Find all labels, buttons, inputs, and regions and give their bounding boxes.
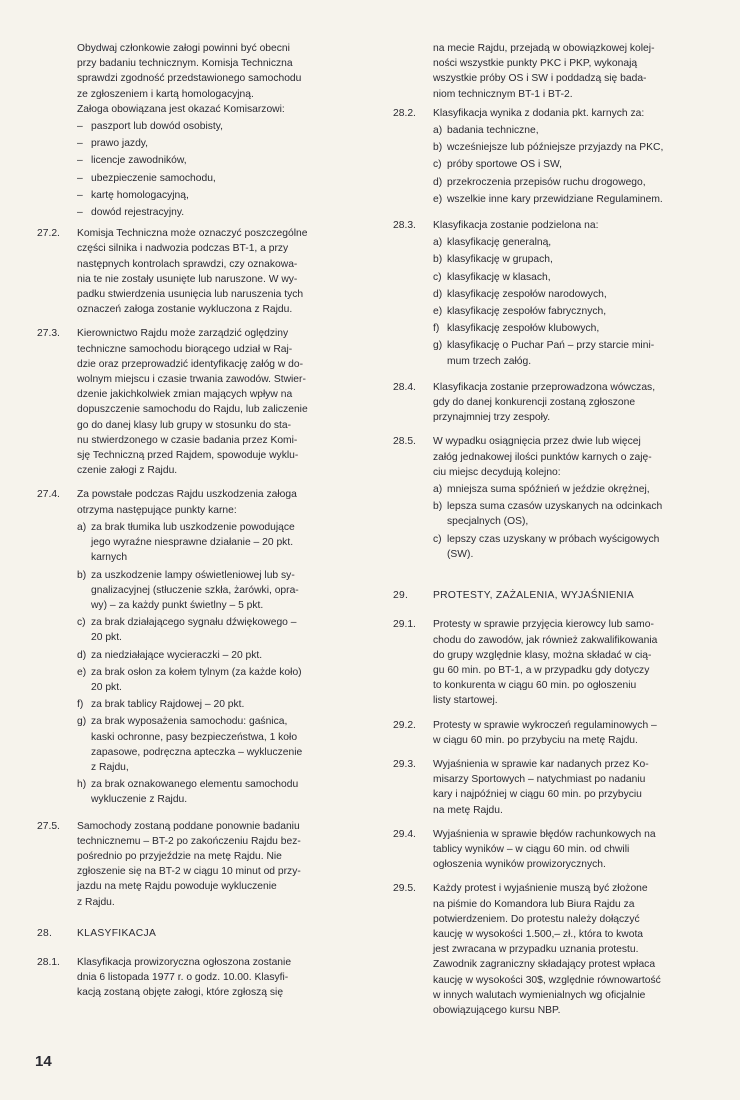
section-27-2 — [37, 226, 359, 317]
item-text: dowód rejestracyjny. — [91, 207, 185, 219]
text-line: nu stwierdzonego w czasie badania przez Komi- — [77, 434, 298, 446]
text-line: oznaczeń załoga zostanie wykluczona z Rajdu. — [77, 304, 293, 316]
item-text — [447, 157, 709, 172]
item-text — [91, 777, 359, 807]
text-line: obowiązującego kursu NBP. — [433, 1004, 561, 1016]
list-item — [77, 119, 359, 134]
item-text — [447, 338, 709, 368]
document-list — [77, 119, 359, 220]
text-line: chodu do zawodów, jak również zakwalifikowania — [433, 634, 658, 646]
text-line: mum trzech załóg. — [447, 355, 532, 367]
text-line: kaucję w wysokości 1.500,– zł., która to kwota — [433, 928, 644, 940]
item-text — [447, 321, 709, 336]
text-line: pośrednio po przyjeździe na metę Rajdu. Nie — [77, 850, 282, 862]
list-item — [433, 157, 709, 172]
text-line: klasyfikację zespołów klubowych, — [447, 323, 600, 335]
text-line: Wyjaśnienia w sprawie błędów rachunkowych na — [433, 828, 656, 840]
dash-bullet: – — [77, 189, 83, 201]
list-item — [77, 136, 359, 151]
section-body — [433, 106, 709, 209]
text-line: W wypadku osiągnięcia przez dwie lub więcej — [433, 436, 641, 448]
section-29-4 — [393, 827, 709, 873]
section-number: 28.4. — [393, 381, 416, 393]
item-text — [447, 532, 709, 562]
text-line: klasyfikację w klasach, — [447, 271, 551, 283]
text-line: specjalnych (OS), — [447, 516, 529, 528]
text-line: Zawodnik zagraniczny składający protest wpłaca — [433, 959, 656, 971]
list-item — [433, 482, 709, 497]
item-letter: b) — [433, 142, 443, 154]
text-line: zapasowe, podręczna apteczka – wykluczenie — [91, 746, 303, 758]
list-item — [433, 140, 709, 155]
text-line: przekroczenia przepisów ruchu drogowego, — [447, 176, 646, 188]
item-text — [447, 482, 709, 497]
item-text — [447, 304, 709, 319]
section-body — [433, 617, 709, 708]
section-number: 29.4. — [393, 828, 416, 840]
dash-bullet: – — [77, 172, 83, 184]
text-line: wszelkie inne kary przewidziane Regulaminem. — [447, 193, 663, 205]
dash-bullet: – — [77, 121, 83, 133]
text-line: ogłoszenia wyników prowizorycznych. — [433, 859, 606, 871]
item-text: prawo jazdy, — [91, 138, 149, 150]
text-line: wykluczenie z Rajdu. — [91, 794, 188, 806]
text-line: gdy do danej konkurencji zostaną zgłoszone — [433, 397, 636, 409]
text-line: dnia 6 listopada 1977 r. o godz. 10.00. Klasyfi- — [77, 972, 289, 984]
section-body — [433, 881, 709, 1018]
text-line: karnych — [91, 552, 128, 564]
text-line: gu 60 min. po BT-1, a w przypadku gdy dotyczy — [433, 664, 650, 676]
item-text — [91, 615, 359, 645]
page-number: 14 — [35, 1053, 52, 1070]
section-heading-28 — [37, 926, 359, 941]
section-body — [77, 955, 359, 1001]
item-letter: d) — [77, 649, 87, 661]
text-line: nia te nie zostały usunięte lub naruszone. W wy- — [77, 273, 298, 285]
text-line: Klasyfikacja zostanie podzielona na: — [433, 220, 599, 232]
list-item — [77, 777, 359, 807]
list-item — [433, 235, 709, 250]
text-line: przy badaniu technicznym. Komisja Techniczna — [77, 58, 293, 70]
text-line: wolnym miejscu i czasie trwania zawodów. Stwier- — [77, 374, 306, 386]
text-line: badania techniczne, — [447, 125, 539, 137]
text-line: jazdu na metę Rajdu powoduje wykluczenie — [77, 881, 277, 893]
item-letter: a) — [433, 125, 443, 137]
item-letter: d) — [433, 288, 443, 300]
list-item — [77, 568, 359, 614]
section-number: 29.1. — [393, 619, 416, 631]
text-line: jego wyraźne niesprawne działanie – 20 pkt. — [91, 537, 294, 549]
list-item — [433, 321, 709, 336]
paragraph — [77, 41, 359, 117]
item-text: ubezpieczenie samochodu, — [91, 172, 216, 184]
text-line: go do danej klasy lub grupy w stosunku do sta- — [77, 419, 292, 431]
section-title: PROTESTY, ZAŻALENIA, WYJAŚNIENIA — [433, 590, 635, 602]
text-line: Samochody zostaną poddane ponownie badaniu — [77, 820, 300, 832]
text-line: zgłoszenie się na BT-2 w ciągu 10 minut od przy- — [77, 866, 301, 878]
text-line: za niedziałające wycieraczki – 20 pkt. — [91, 649, 263, 661]
text-line: Komisja Techniczna może oznaczyć poszczególne — [77, 228, 308, 240]
section-number: 27.3. — [37, 328, 60, 340]
text-line: załóg jednakowej ilości punktów karnych o zaję- — [433, 451, 652, 463]
item-letter: e) — [77, 666, 87, 678]
item-letter: e) — [433, 306, 443, 318]
text-line: Załoga obowiązana jest okazać Komisarzowi: — [77, 103, 285, 115]
text-line: gnalizacyjnej (stłuczenie szkła, żarówki, opra- — [91, 584, 299, 596]
text-line: Klasyfikacja wynika z dodania pkt. karnych za: — [433, 107, 645, 119]
text-line: jest zwracana w przypadku uznania protestu. — [433, 944, 639, 956]
section-number: 27.4. — [37, 489, 60, 501]
text-line: Kierownictwo Rajdu może zarządzić oględziny — [77, 328, 289, 340]
text-line: kary i najpóźniej w ciągu 60 min. po przybyciu — [433, 789, 642, 801]
section-number: 28.2. — [393, 107, 416, 119]
text-line: za uszkodzenie lampy oświetleniowej lub sy- — [91, 569, 295, 581]
text-line: ciu miejsc decydują kolejno: — [433, 466, 561, 478]
list-item — [433, 304, 709, 319]
item-letter: f) — [433, 323, 440, 335]
text-line: z Rajdu. — [77, 896, 115, 908]
section-27-3 — [37, 326, 359, 478]
list-item — [77, 153, 359, 168]
text-line: Każdy protest i wyjaśnienie muszą być złożone — [433, 883, 648, 895]
section-29-5 — [393, 881, 709, 1018]
text-line: Obydwaj członkowie załogi powinni być obecni — [77, 43, 290, 54]
section-body — [433, 434, 709, 564]
section-number: 28. — [37, 927, 53, 939]
section-29-2 — [393, 718, 709, 748]
section-title: KLASYFIKACJA — [77, 927, 157, 939]
section-number: 27.5. — [37, 820, 60, 832]
item-text — [447, 175, 709, 190]
text-line: za brak tłumika lub uszkodzenie powodujące — [91, 521, 295, 533]
text-line: czenie załogi z Rajdu. — [77, 465, 178, 477]
section-body — [433, 827, 709, 873]
item-text — [447, 287, 709, 302]
section-27-1-continuation — [37, 41, 359, 220]
text-line: do grupy względnie klasy, można składać w cią- — [433, 649, 652, 661]
text-line: misarzy Sportowych – natychmiast po nadaniu — [433, 774, 646, 786]
text-line: na metę Rajdu. — [433, 804, 503, 816]
text-line: części silnika i nadwozia podczas BT-1, a przy — [77, 243, 289, 255]
text-line: w innych walutach wymienialnych wg oficjalnie — [433, 989, 646, 1001]
list-item — [433, 192, 709, 207]
section-number: 29.5. — [393, 883, 416, 895]
text-line: technicznemu – BT-2 po zakończeniu Rajdu bez- — [77, 835, 301, 847]
item-letter: f) — [77, 699, 84, 711]
text-line: klasyfikację w grupach, — [447, 254, 553, 266]
list-item — [433, 175, 709, 190]
section-number: 27.2. — [37, 228, 60, 240]
section-body — [433, 380, 709, 426]
list-item — [77, 697, 359, 712]
text-line: za brak tablicy Rajdowej – 20 pkt. — [91, 699, 245, 711]
item-letter: g) — [77, 716, 87, 728]
item-text — [447, 235, 709, 250]
text-line: klasyfikację o Puchar Pań – przy starcie mini- — [447, 340, 655, 352]
item-text — [91, 568, 359, 614]
text-line: Wyjaśnienia w sprawie kar nadanych przez Ko- — [433, 758, 649, 770]
text-line: z Rajdu, — [91, 761, 129, 773]
text-line: Klasyfikacja prowizoryczna ogłoszona zostanie — [77, 956, 292, 968]
item-letter: a) — [77, 521, 87, 533]
text-line: za brak wyposażenia samochodu: gaśnica, — [91, 716, 288, 728]
section-number: 29.3. — [393, 758, 416, 770]
section-body — [433, 757, 709, 818]
section-body — [433, 718, 709, 748]
text-line: 20 pkt. — [91, 681, 122, 693]
text-line: padku stwierdzenia usunięcia lub naruszenia tych — [77, 289, 304, 301]
item-letter: a) — [433, 484, 443, 496]
item-letter: a) — [433, 237, 443, 249]
text-line: za brak działającego sygnału dźwiękowego – — [91, 617, 297, 629]
list-item — [77, 520, 359, 566]
item-text — [447, 140, 709, 155]
text-line: klasyfikację zespołów fabrycznych, — [447, 306, 607, 318]
item-text — [447, 252, 709, 267]
item-letter: e) — [433, 193, 443, 205]
item-text: licencje zawodników, — [91, 155, 187, 167]
dash-bullet: – — [77, 138, 83, 150]
item-text — [447, 499, 709, 529]
item-letter: b) — [77, 569, 87, 581]
text-line: mniejsza suma spóźnień w jeździe okrężnej, — [447, 484, 650, 496]
text-line: ze zgłoszeniem i kartą homologacyjną. — [77, 88, 254, 100]
item-text — [447, 123, 709, 138]
text-line: (SW). — [447, 548, 474, 560]
list-item — [433, 252, 709, 267]
text-line: otrzyma następujące punkty karne: — [77, 504, 237, 516]
section-28-5 — [393, 434, 709, 564]
text-line: techniczne samochodu biorącego udział w Raj- — [77, 343, 293, 355]
text-line: Za powstałe podczas Rajdu uszkodzenia załoga — [77, 489, 297, 501]
section-27-5 — [37, 819, 359, 910]
section-27-4 — [37, 487, 359, 809]
paragraph — [433, 41, 709, 102]
section-number: 29. — [393, 590, 409, 602]
list-item — [433, 338, 709, 368]
text-line: sję Techniczną przed Rajdem, spowoduje wyklu- — [77, 450, 299, 462]
list-item — [77, 648, 359, 663]
section-28-1-continuation — [393, 41, 709, 102]
item-letter: g) — [433, 340, 443, 352]
list-item — [433, 270, 709, 285]
text-line: wszystkie próby OS i SW i poddadzą się bada- — [433, 73, 647, 85]
text-line: dopuszczenie samochodu do Rajdu, lub zaliczenie — [77, 404, 308, 416]
text-line: tablicy wyników – w ciągu 60 min. od chwili — [433, 843, 630, 855]
item-letter: c) — [77, 617, 86, 629]
text-line: klasyfikację generalną, — [447, 237, 552, 249]
list-item — [77, 714, 359, 775]
text-line: na mecie Rajdu, przejadą w obowiązkowej kolej- — [433, 43, 655, 54]
item-letter: c) — [433, 533, 442, 545]
section-heading-29 — [393, 588, 709, 603]
section-body — [433, 218, 709, 371]
text-line: potwierdzeniem. Do protestu należy dołączyć — [433, 913, 640, 925]
text-line: dzie oraz przeprowadzić identyfikację załóg w do- — [77, 358, 304, 370]
item-text — [91, 520, 359, 566]
text-line: lepsza suma czasów uzyskanych na odcinkach — [447, 501, 663, 513]
text-line: przynajmniej trzy zespoły. — [433, 412, 551, 424]
list-item — [433, 287, 709, 302]
section-28-2 — [393, 106, 709, 209]
left-column — [37, 41, 359, 1010]
list-item — [433, 123, 709, 138]
text-line: niom technicznym BT-1 i BT-2. — [433, 88, 573, 100]
item-letter: c) — [433, 271, 442, 283]
text-line: wy) – za każdy punkt świetlny – 5 pkt. — [91, 599, 264, 611]
item-text: paszport lub dowód osobisty, — [91, 121, 224, 133]
item-letter: h) — [77, 779, 87, 791]
text-line: za brak osłon za kołem tylnym (za każde koło) — [91, 666, 302, 678]
text-line: wcześniejsze lub późniejsze przyjazdy na PKC, — [447, 142, 664, 154]
item-text — [447, 270, 709, 285]
section-29-1 — [393, 617, 709, 708]
list-item — [433, 499, 709, 529]
text-line: Protesty w sprawie przyjęcia kierowcy lub samo- — [433, 619, 654, 631]
text-line: to konkurenta w ciągu 60 min. po ogłoszeniu — [433, 680, 637, 692]
text-line: kaski ochronne, pasy bezpieczeństwa, 1 koło — [91, 731, 298, 743]
section-body — [77, 226, 359, 317]
list-item — [77, 188, 359, 203]
item-text — [91, 714, 359, 775]
list-item — [77, 615, 359, 645]
text-line: na piśmie do Komandora lub Biura Rajdu za — [433, 898, 635, 910]
text-line: klasyfikację zespołów narodowych, — [447, 288, 607, 300]
section-number: 28.5. — [393, 436, 416, 448]
item-text — [447, 192, 709, 207]
text-line: następnych kontrolach sprawdzi, czy oznakowa- — [77, 258, 298, 270]
item-letter: d) — [433, 176, 443, 188]
item-letter: b) — [433, 501, 443, 513]
dash-bullet: – — [77, 155, 83, 167]
text-line: lepszy czas uzyskany w próbach wyścigowych — [447, 533, 660, 545]
section-body — [77, 819, 359, 910]
item-text — [91, 665, 359, 695]
section-number: 28.3. — [393, 220, 416, 232]
text-line: sprawdzi zgodność przedstawionego samochodu — [77, 73, 302, 85]
section-number: 28.1. — [37, 956, 60, 968]
item-text: kartę homologacyjną, — [91, 189, 189, 201]
right-column — [393, 41, 709, 1027]
text-line: w ciągu 60 min. po przybyciu na metę Rajdu. — [433, 734, 638, 746]
section-body — [77, 326, 359, 478]
text-line: ności wszystkie punkty PKC i PKP, wykonają — [433, 58, 638, 70]
text-line: kacją zostaną objęte załogi, które zgłoszą się — [77, 987, 284, 999]
dash-bullet: – — [77, 207, 83, 219]
text-line: 20 pkt. — [91, 632, 122, 644]
list-item — [77, 665, 359, 695]
section-29-3 — [393, 757, 709, 818]
item-text — [91, 648, 359, 663]
list-item — [77, 205, 359, 220]
section-number: 29.2. — [393, 719, 416, 731]
list-item — [77, 171, 359, 186]
section-body — [77, 487, 359, 809]
section-28-1 — [37, 955, 359, 1001]
item-letter: c) — [433, 159, 442, 171]
text-line: za brak oznakowanego elementu samochodu — [91, 779, 299, 791]
text-line: listy startowej. — [433, 695, 498, 707]
item-text — [91, 697, 359, 712]
text-line: próby sportowe OS i SW, — [447, 159, 563, 171]
item-letter: b) — [433, 254, 443, 266]
list-item — [433, 532, 709, 562]
text-line: dzenie jakichkolwiek zmian mających wpływ na — [77, 389, 293, 401]
text-line: kaucję w wysokości 30$, względnie równowartość — [433, 974, 661, 986]
section-28-4 — [393, 380, 709, 426]
text-line: Klasyfikacja zostanie przeprowadzona wówczas, — [433, 381, 656, 393]
section-28-3 — [393, 218, 709, 371]
text-line: Protesty w sprawie wykroczeń regulaminowych – — [433, 719, 657, 731]
